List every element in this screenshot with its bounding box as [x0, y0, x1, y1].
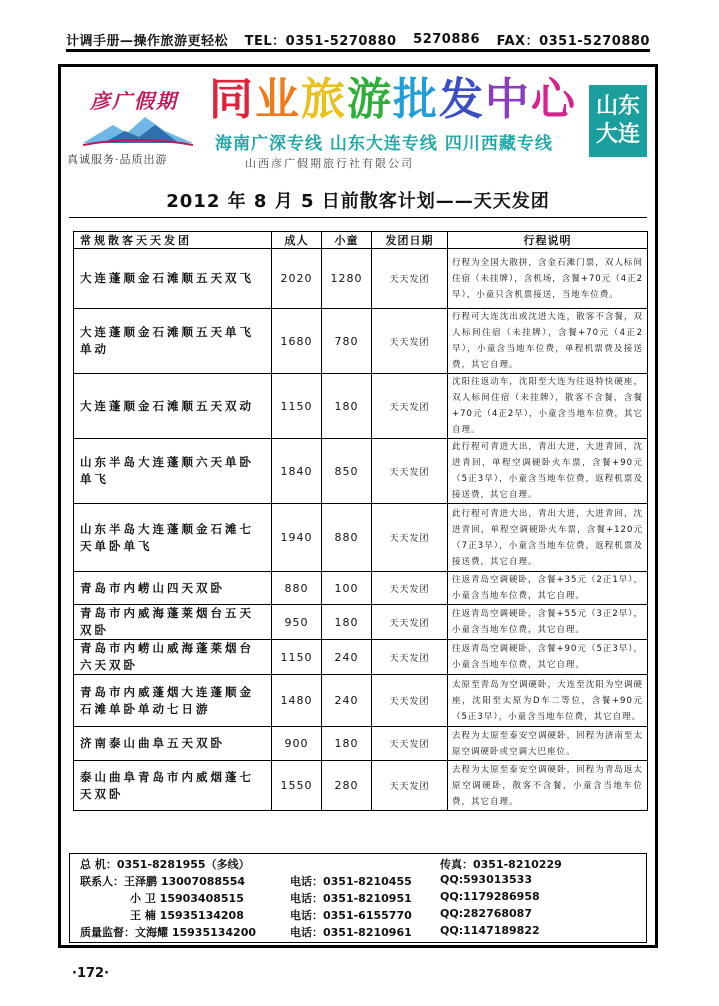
tour-plan-table [73, 231, 648, 811]
fax-number: 传真：0351-8210229 [440, 858, 562, 871]
depart-date: 天天发团 [372, 374, 448, 439]
header-child: 小童 [322, 232, 372, 249]
header-adult: 成人 [272, 232, 322, 249]
table-row [74, 374, 648, 439]
badge-line-1: 山东 [595, 94, 640, 119]
route-name: 济南泰山曲阜五天双卧 [74, 727, 272, 761]
badge-line-2: 大连 [595, 122, 640, 147]
table-row [74, 504, 648, 572]
child-price: 180 [322, 605, 372, 640]
title-char: 批 [393, 74, 439, 125]
route-name: 山东半岛大连蓬顺六天单卧单飞 [74, 439, 272, 504]
itinerary-description: 往返青岛空调硬卧，含餐+90元（5正3早），小童含当地车位费，其它自理。 [448, 640, 648, 675]
title-char: 游 [347, 74, 393, 125]
child-price: 850 [322, 439, 372, 504]
child-price: 1280 [322, 249, 372, 309]
itinerary-description: 此行程可青进大出，青出大进，大进青回，沈进青回，单程空调硬卧火车票，含餐+90元（5正3早），小童含当地车位费，返程机票及接送费，其它自理。 [448, 439, 648, 504]
adult-price: 1680 [272, 309, 322, 374]
contact-qq: QQ:593013533 [440, 873, 532, 886]
child-price: 180 [322, 374, 372, 439]
shandong-dalian-badge [589, 85, 647, 157]
header-depart: 发团日期 [372, 232, 448, 249]
contact-qq: QQ:1179286958 [440, 890, 540, 903]
depart-date: 天天发团 [372, 504, 448, 572]
table-row [74, 727, 648, 761]
logo-tagline: 真诚服务·品质出游 [67, 153, 168, 166]
page-number: ·172· [72, 966, 110, 981]
adult-price: 1480 [272, 675, 322, 727]
child-price: 240 [322, 640, 372, 675]
title-char: 发 [439, 74, 485, 125]
table-row [74, 439, 648, 504]
header-route: 常规散客天天发团 [74, 232, 272, 249]
route-name: 山东半岛大连蓬顺金石滩七天单卧单飞 [74, 504, 272, 572]
itinerary-description: 行程为全国大散拼，含金石滩门票，双人标间住宿（未挂牌），含机场，含餐+70元（4正2早），小童只含机票接送，当地车位费。 [448, 249, 648, 309]
itinerary-description: 此行程可青进大出，青出大进，大进青回，沈进青回，单程空调硬卧火车票，含餐+120元（7正3早），小童含当地车位费，返程机票及接送费，其它自理。 [448, 504, 648, 572]
route-name: 青岛市内威蓬烟大连蓬顺金石滩单卧单动七日游 [74, 675, 272, 727]
contact-box [69, 853, 647, 943]
contact-phone: 电话：0351-6155770 [290, 909, 412, 922]
main-title [209, 75, 577, 125]
table-row [74, 761, 648, 811]
adult-price: 1840 [272, 439, 322, 504]
contact-row [70, 873, 648, 889]
itinerary-description: 往返青岛空调硬卧，含餐+35元（2正1早），小童含当地车位费，其它自理。 [448, 572, 648, 605]
banner [65, 71, 651, 173]
contact-row [70, 924, 648, 940]
adult-price: 950 [272, 605, 322, 640]
depart-date: 天天发团 [372, 605, 448, 640]
contact-phone: 电话：0351-8210455 [290, 875, 412, 888]
table-row [74, 249, 648, 309]
table-row [74, 605, 648, 640]
table-row [74, 572, 648, 605]
title-char: 心 [531, 74, 577, 125]
header-fax: FAX：0351-5270880 [496, 34, 650, 49]
child-price: 880 [322, 504, 372, 572]
contact-name: 质量监督：文海耀 15935134200 [80, 926, 257, 939]
itinerary-description: 往返青岛空调硬卧，含餐+55元（3正2早），小童含当地车位费，其它自理。 [448, 605, 648, 640]
publication-header [66, 30, 650, 52]
header-tel: TEL：0351-5270880 [244, 34, 397, 49]
company-name: 山西彦广假期旅行社有限公司 [245, 157, 414, 170]
itinerary-description: 行程可大连沈出或沈进大连，散客不含餐，双人标间住宿（未挂牌），含餐+70元（4正2早），小童含当地车位费，单程机票费及接送费，其它自理。 [448, 309, 648, 374]
title-char: 旅 [301, 74, 347, 125]
plan-title: 2012 年 8 月 5 日前散客计划——天天发团 [166, 191, 550, 212]
table-header-row [74, 232, 648, 249]
route-name: 青岛市内崂山四天双卧 [74, 572, 272, 605]
contact-name: 小 卫 15903408515 [130, 892, 244, 905]
adult-price: 2020 [272, 249, 322, 309]
publication-name: 计调手册—操作旅游更轻松 [66, 34, 229, 49]
mountain-logo-icon [83, 113, 193, 147]
contact-phone: 电话：0351-8210951 [290, 892, 412, 905]
contact-name: 联系人：王泽鹏 13007088554 [80, 875, 246, 888]
route-name: 大连蓬顺金石滩顺五天单飞单动 [74, 309, 272, 374]
adult-price: 1940 [272, 504, 322, 572]
title-char: 中 [485, 74, 531, 125]
depart-date: 天天发团 [372, 640, 448, 675]
header-tel-extra: 5270886 [413, 32, 480, 47]
depart-date: 天天发团 [372, 761, 448, 811]
depart-date: 天天发团 [372, 439, 448, 504]
contact-qq: QQ:282768087 [440, 907, 532, 920]
contact-row [70, 907, 648, 923]
table-row [74, 675, 648, 727]
itinerary-description: 沈阳往返动车，沈阳至大连为往返特快硬座，双人标间住宿（未挂牌），散客不含餐，含餐+70元（4正2早），小童含当地车位费，其它自理。 [448, 374, 648, 439]
adult-price: 1150 [272, 640, 322, 675]
contact-row-main [70, 856, 648, 872]
depart-date: 天天发团 [372, 572, 448, 605]
table-body [74, 249, 648, 811]
depart-date: 天天发团 [372, 675, 448, 727]
contact-name: 王 楠 15935134208 [130, 909, 244, 922]
main-phone: 总 机：0351-8281955（多线） [80, 858, 250, 871]
adult-price: 1150 [272, 374, 322, 439]
route-lines: 海南广深专线 山东大连专线 四川西藏专线 [215, 134, 553, 154]
depart-date: 天天发团 [372, 727, 448, 761]
route-name: 大连蓬顺金石滩顺五天双飞 [74, 249, 272, 309]
company-logo [65, 83, 201, 167]
title-char: 同 [209, 74, 255, 125]
child-price: 100 [322, 572, 372, 605]
contact-phone: 电话：0351-8210961 [290, 926, 412, 939]
itinerary-description: 去程为太原至泰安空调硬卧，回程为青岛返太原空调硬卧，散客不含餐，小童含当地车位费，其它自理。 [448, 761, 648, 811]
title-char: 业 [255, 74, 301, 125]
advert-frame [58, 64, 658, 948]
itinerary-description: 太原至青岛为空调硬卧，大连至沈阳为空调硬座，沈阳至太原为D车二等位，含餐+90元（5正3早），小童含当地车位费，其它自理。 [448, 675, 648, 727]
child-price: 240 [322, 675, 372, 727]
child-price: 780 [322, 309, 372, 374]
route-name: 青岛市内威海蓬莱烟台五天双卧 [74, 605, 272, 640]
table-row [74, 309, 648, 374]
contact-row [70, 890, 648, 906]
child-price: 180 [322, 727, 372, 761]
child-price: 280 [322, 761, 372, 811]
adult-price: 1550 [272, 761, 322, 811]
depart-date: 天天发团 [372, 249, 448, 309]
itinerary-description: 去程为太原至泰安空调硬卧，回程为济南至太原空调硬卧或空调大巴座位。 [448, 727, 648, 761]
route-name: 青岛市内崂山威海蓬莱烟台六天双卧 [74, 640, 272, 675]
table-row [74, 640, 648, 675]
route-name: 泰山曲阜青岛市内威烟蓬七天双卧 [74, 761, 272, 811]
adult-price: 880 [272, 572, 322, 605]
route-name: 大连蓬顺金石滩顺五天双动 [74, 374, 272, 439]
adult-price: 900 [272, 727, 322, 761]
header-description: 行程说明 [448, 232, 648, 249]
depart-date: 天天发团 [372, 309, 448, 374]
contact-qq: QQ:1147189822 [440, 924, 540, 937]
title-divider [69, 217, 647, 218]
logo-name: 彦广假期 [90, 89, 178, 113]
